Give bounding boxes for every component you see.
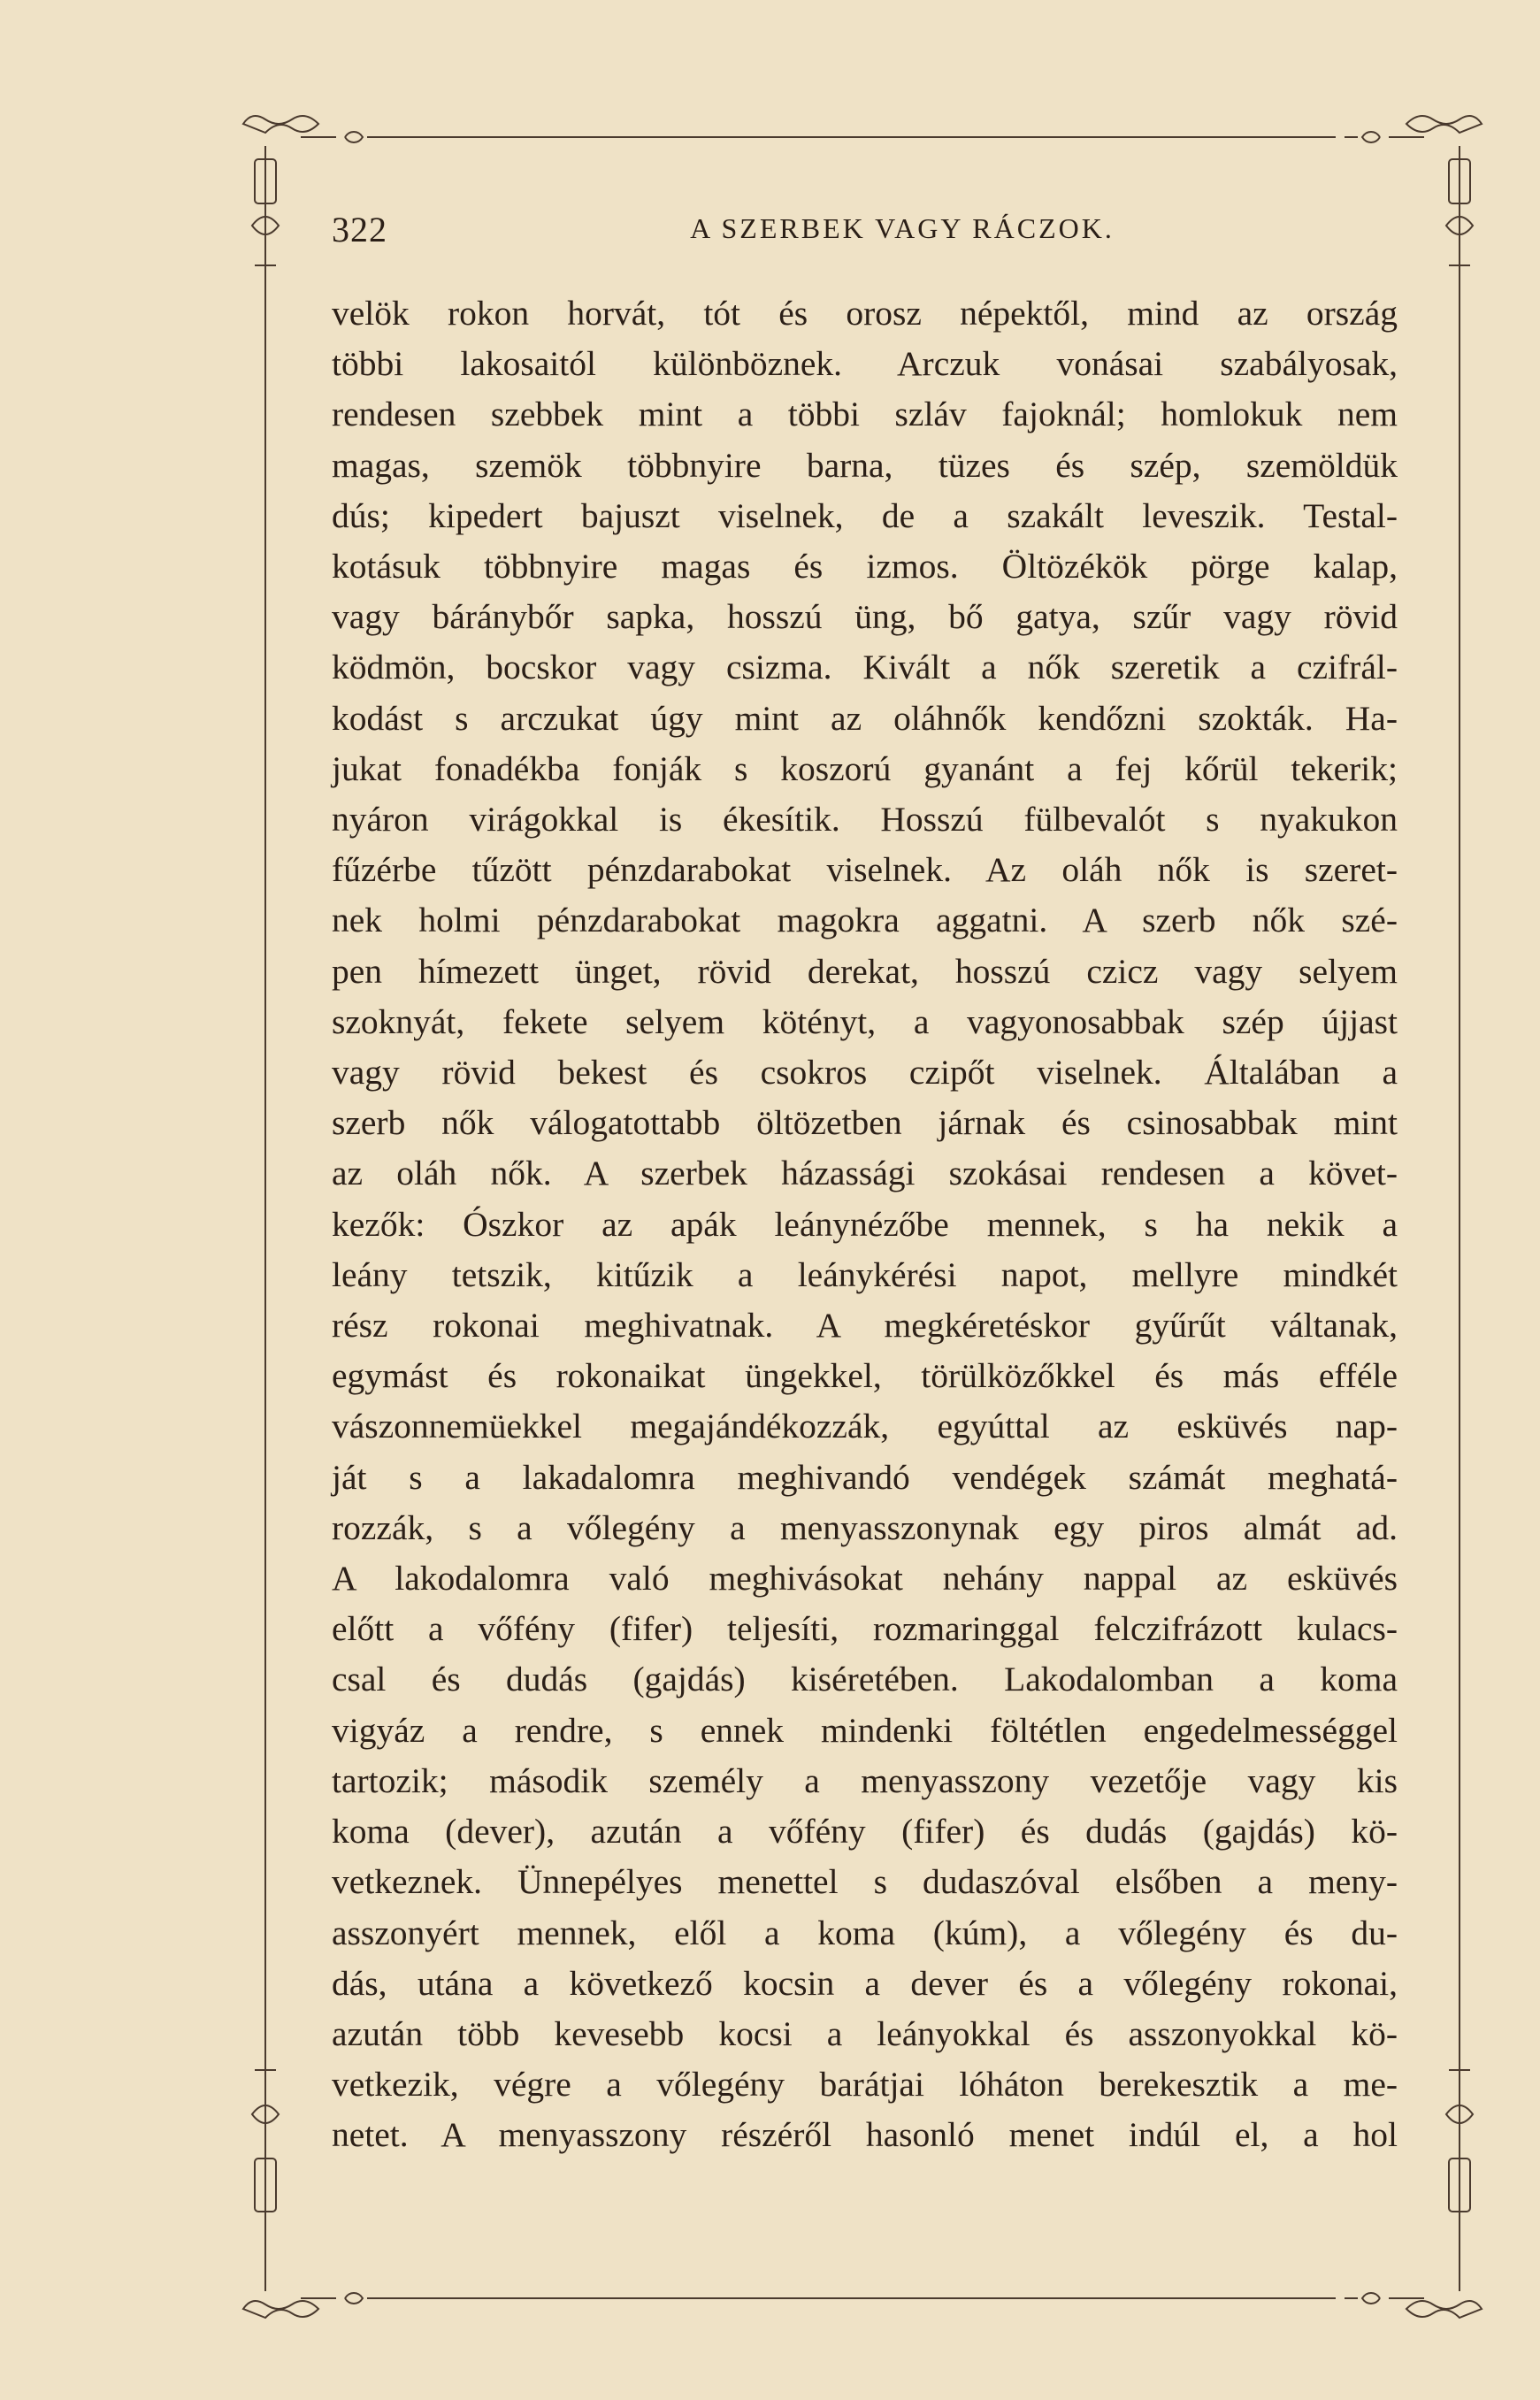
running-title: A SZERBEK VAGY RÁCZOK. bbox=[690, 212, 1115, 244]
text-line: az oláh nők. A szerbek házassági szokásai rendesen a követ- bbox=[332, 1154, 1398, 1193]
text-line: nek holmi pénzdarabokat magokra aggatni. A szerb nők szé- bbox=[332, 901, 1398, 940]
page-header bbox=[332, 209, 1473, 262]
corner-ornament-top-right bbox=[1345, 116, 1482, 292]
text-line: vagy rövid bekest és csokros czipőt viselnek. Általában a bbox=[332, 1053, 1398, 1093]
text-line: kotásuk többnyire magas és izmos. Öltözékök pörge kalap, bbox=[332, 547, 1398, 587]
text-line: vászonnemüekkel megajándékozzák, egyúttal az esküvés nap- bbox=[332, 1407, 1398, 1446]
text-line: ját s a lakadalomra meghivandó vendégek számát meghatá- bbox=[332, 1457, 1398, 1497]
text-line: rész rokonai meghivatnak. A megkéretéskor gyűrűt váltanak, bbox=[332, 1306, 1398, 1346]
text-line: dás, utána a következő kocsin a dever és a vőlegény rokonai, bbox=[332, 1963, 1398, 2003]
page-number: 322 bbox=[332, 210, 387, 249]
text-line: fűzérbe tűzött pénzdarabokat viselnek. Az oláh nők is szeret- bbox=[332, 850, 1398, 890]
text-line: azután több kevesebb kocsi a leányokkal és asszonyokkal kö- bbox=[332, 2013, 1398, 2053]
text-line: nyáron virágokkal is ékesítik. Hosszú fülbevalót s nyakukon bbox=[332, 800, 1398, 840]
text-line: kodást s arczukat úgy mint az oláhnők kendőzni szokták. Ha- bbox=[332, 698, 1398, 738]
text-line: vagy báránybőr sapka, hosszú üng, bő gatya, szűr vagy rövid bbox=[332, 597, 1398, 637]
text-line: magas, szemök többnyire barna, tüzes és szép, szemöldük bbox=[332, 445, 1398, 485]
text-line: dús; kipedert bajuszt viselnek, de a szakált leveszik. Testal- bbox=[332, 495, 1398, 535]
text-line: egymást és rokonaikat üngekkel, törülközőkkel és más efféle bbox=[332, 1356, 1398, 1396]
text-line: vetkezik, végre a vőlegény barátjai lóháton berekesztik a me- bbox=[332, 2065, 1398, 2105]
text-line: jukat fonadékba fonják s koszorú gyanánt a fej kőrül tekerik; bbox=[332, 748, 1398, 788]
text-line: asszonyért mennek, elől a koma (kúm), a vőlegény és du- bbox=[332, 1913, 1398, 1952]
text-line: tartozik; második személy a menyasszony vezetője vagy kis bbox=[332, 1760, 1398, 1800]
text-line: szoknyát, fekete selyem kötényt, a vagyonosabbak szép újjast bbox=[332, 1001, 1398, 1041]
text-line: kezők: Ószkor az apák leánynézőbe mennek, s ha nekik a bbox=[332, 1204, 1398, 1244]
text-line: vetkeznek. Ünnepélyes menettel s dudaszóval elsőben a meny- bbox=[332, 1862, 1398, 1902]
text-line: többi lakosaitól különböznek. Arczuk vonásai szabályosak, bbox=[332, 344, 1398, 384]
text-line: csal és dudás (gajdás) kiséretében. Lakodalomban a koma bbox=[332, 1660, 1398, 1699]
text-line: előtt a vőfény (fifer) teljesíti, rozmaringgal felczifrázott kulacs- bbox=[332, 1609, 1398, 1649]
text-line: velök rokon horvát, tót és orosz népektől, mind az ország bbox=[332, 294, 1398, 333]
text-line: vigyáz a rendre, s ennek mindenki föltétlen engedelmességgel bbox=[332, 1710, 1398, 1750]
text-line: szerb nők válogatottabb öltözetben járnak és csinosabbak mint bbox=[332, 1103, 1398, 1143]
text-line: rozzák, s a vőlegény a menyasszonynak egy piros almát ad. bbox=[332, 1507, 1398, 1547]
body-text bbox=[332, 288, 1398, 2161]
text-line: rendesen szebbek mint a többi szláv fajoknál; homlokuk nem bbox=[332, 395, 1398, 434]
text-line: A lakodalomra való meghivásokat nehány nappal az esküvés bbox=[332, 1559, 1398, 1599]
corner-ornament-top-left bbox=[243, 116, 380, 292]
text-line: pen hímezett ünget, rövid derekat, hosszú czicz vagy selyem bbox=[332, 951, 1398, 991]
text-line: ködmön, bocskor vagy csizma. Kivált a nők szeretik a czifrál- bbox=[332, 648, 1398, 687]
text-line: netet. A menyasszony részéről hasonló menet indúl el, a hol bbox=[332, 2115, 1398, 2155]
text-line: koma (dever), azután a vőfény (fifer) és dudás (gajdás) kö- bbox=[332, 1812, 1398, 1852]
text-line: leány tetszik, kitűzik a leánykérési napot, mellyre mindkét bbox=[332, 1254, 1398, 1294]
